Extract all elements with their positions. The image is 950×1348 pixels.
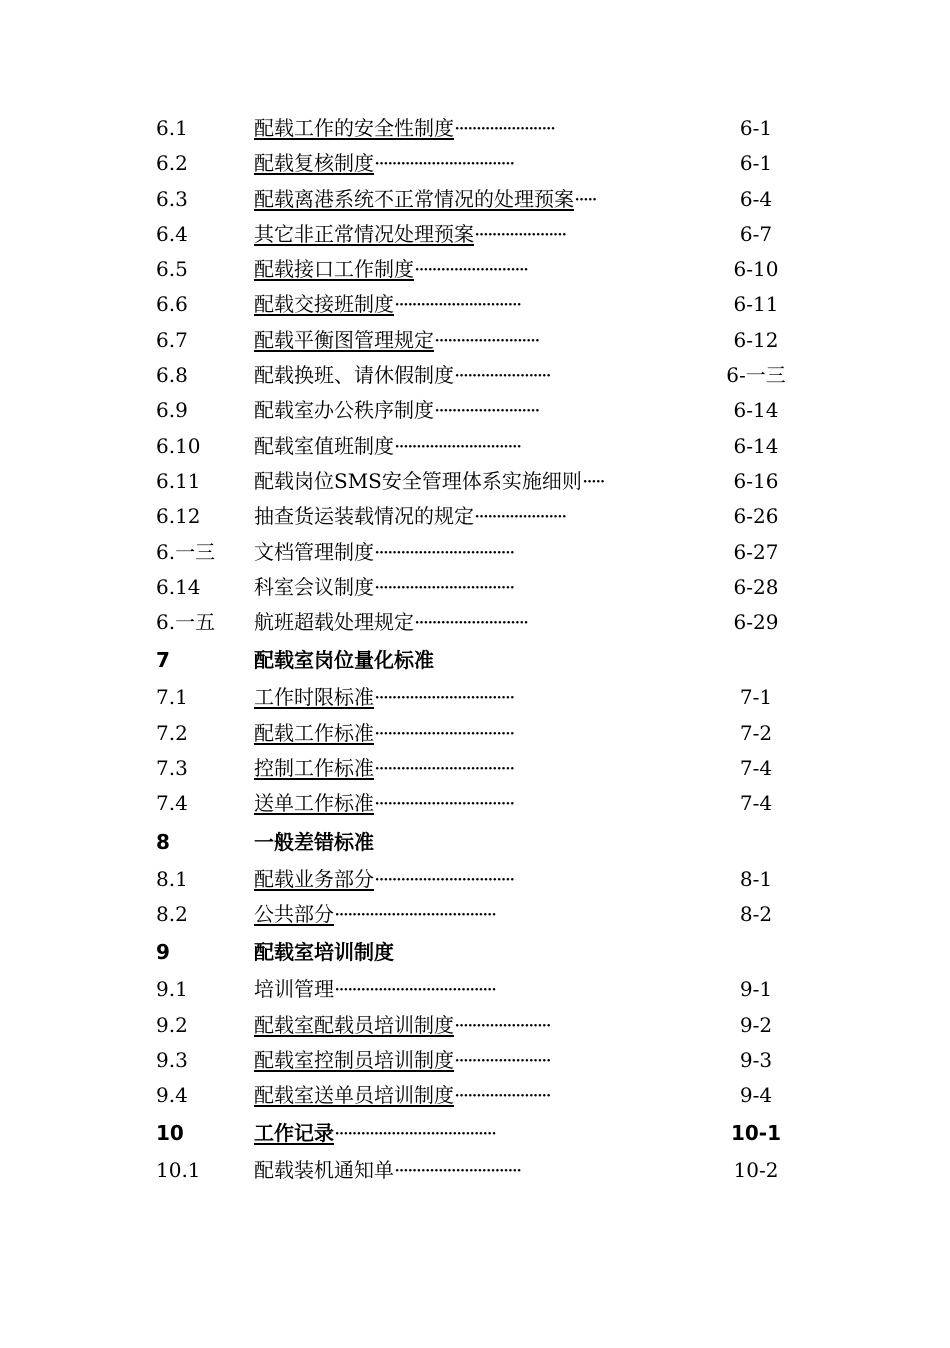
toc-leader-dots: ····································· xyxy=(334,977,496,1002)
table-of-contents xyxy=(156,111,816,1189)
toc-entry-title-text[interactable]: 送单工作标准 xyxy=(254,791,374,816)
toc-entry[interactable] xyxy=(156,897,816,932)
toc-leader-dots: ································ xyxy=(374,151,514,176)
toc-entry-title-text[interactable]: 配载工作标准 xyxy=(254,720,374,745)
toc-leader-dots: ································ xyxy=(374,866,514,891)
toc-entry-number: 6.1 xyxy=(156,116,188,140)
toc-leader-dots: ························ xyxy=(434,327,539,352)
toc-section-heading[interactable] xyxy=(156,932,816,972)
toc-page-number: 6-一三 xyxy=(726,363,786,388)
toc-page-number: 7-2 xyxy=(739,720,773,745)
toc-entry-title-text[interactable]: 配载平衡图管理规定 xyxy=(254,327,434,352)
toc-entry-title xyxy=(254,897,334,932)
toc-leader-dots: ·························· xyxy=(414,257,528,282)
toc-entry-title-text: 配载室办公秩序制度 xyxy=(254,398,434,423)
toc-entry-title-text: 培训管理 xyxy=(254,977,334,1002)
toc-entry-number: 6.一三 xyxy=(156,539,216,564)
toc-entry-title-text[interactable]: 配载复核制度 xyxy=(254,151,374,176)
toc-entry-title-text[interactable]: 配载工作的安全性制度 xyxy=(254,116,454,140)
toc-entry-title-text: 科室会议制度 xyxy=(254,574,374,599)
toc-leader-dots: ····································· xyxy=(334,901,496,926)
toc-entry[interactable] xyxy=(156,499,816,534)
toc-leader-dots: ······················ xyxy=(454,363,550,388)
toc-entry-title xyxy=(254,716,374,751)
toc-page-number: 8-2 xyxy=(739,901,773,926)
toc-entry[interactable] xyxy=(156,680,816,715)
toc-entry-number: 6.3 xyxy=(156,186,188,211)
toc-entry-number: 9.1 xyxy=(156,977,188,1002)
toc-entry-number: 10.1 xyxy=(156,1158,201,1183)
toc-entry-title xyxy=(254,1043,454,1078)
toc-entry[interactable] xyxy=(156,217,816,252)
toc-page-number: 6-28 xyxy=(733,574,779,599)
toc-page-number: 7-4 xyxy=(739,791,773,816)
toc-entry-number: 7.1 xyxy=(156,685,188,710)
toc-entry-title-text: 配载室岗位量化标准 xyxy=(254,648,434,673)
toc-leader-dots: ······················ xyxy=(454,1012,550,1037)
toc-entry-title xyxy=(254,751,374,786)
toc-entry[interactable] xyxy=(156,605,816,640)
toc-entry-number: 9.3 xyxy=(156,1047,188,1072)
toc-entry-title xyxy=(254,640,434,680)
toc-page-number: 10-2 xyxy=(733,1158,779,1183)
toc-entry-title xyxy=(254,499,474,534)
toc-entry-title xyxy=(254,182,574,217)
toc-entry-title xyxy=(254,1113,334,1153)
toc-entry-title-text: 文档管理制度 xyxy=(254,539,374,564)
toc-page-number: 6-1 xyxy=(739,151,773,176)
toc-entry-title xyxy=(254,393,434,428)
toc-entry-title xyxy=(254,358,454,393)
toc-entry-title-text: 配载装机通知单 xyxy=(254,1158,394,1183)
toc-entry-title xyxy=(254,822,374,862)
toc-entry-title-text[interactable]: 其它非正常情况处理预案 xyxy=(254,221,474,246)
toc-entry[interactable] xyxy=(156,182,816,217)
toc-entry-title xyxy=(254,786,374,821)
toc-entry-title-text: 配载换班、请休假制度 xyxy=(254,363,454,388)
toc-leader-dots: ······················· xyxy=(454,116,555,140)
toc-entry[interactable] xyxy=(156,1078,816,1113)
toc-page-number: 9-3 xyxy=(739,1047,773,1072)
toc-section-heading[interactable] xyxy=(156,822,816,862)
toc-leader-dots: ····························· xyxy=(394,1158,521,1183)
toc-entry-title xyxy=(254,932,394,972)
toc-entry-number: 6.14 xyxy=(156,574,201,599)
toc-page-number: 6-4 xyxy=(739,186,773,211)
toc-entry-title-text: 航班超载处理规定 xyxy=(254,610,414,635)
toc-entry[interactable] xyxy=(156,146,816,181)
toc-page-number: 6-7 xyxy=(739,221,773,246)
toc-entry-title xyxy=(254,1078,454,1113)
toc-entry-number: 6.9 xyxy=(156,398,188,423)
toc-leader-dots: ······················ xyxy=(454,1083,550,1108)
toc-entry-number: 6.6 xyxy=(156,292,188,317)
toc-leader-dots: ····················· xyxy=(474,504,566,529)
toc-entry-number: 6.5 xyxy=(156,257,188,282)
toc-entry-number: 9.2 xyxy=(156,1012,188,1037)
toc-leader-dots: ································ xyxy=(374,574,514,599)
toc-entry-title xyxy=(254,429,394,464)
toc-leader-dots: ····· xyxy=(574,186,596,211)
toc-leader-dots: ····· xyxy=(582,468,604,493)
toc-entry[interactable] xyxy=(156,751,816,786)
toc-page-number: 7-4 xyxy=(739,756,773,781)
toc-entry[interactable] xyxy=(156,464,816,499)
toc-leader-dots: ····················· xyxy=(474,221,566,246)
toc-page-number: 6-14 xyxy=(733,398,779,423)
toc-entry-title-text[interactable]: 配载室控制员培训制度 xyxy=(254,1047,454,1072)
toc-entry-title xyxy=(254,252,414,287)
toc-page-number: 8-1 xyxy=(739,866,773,891)
toc-page-number: 6-11 xyxy=(733,292,779,317)
toc-leader-dots: ·························· xyxy=(414,610,528,635)
toc-entry[interactable] xyxy=(156,570,816,605)
toc-entry-number: 8.1 xyxy=(156,866,188,891)
toc-entry[interactable] xyxy=(156,716,816,751)
toc-page-number: 9-1 xyxy=(739,977,773,1002)
toc-leader-dots: ····································· xyxy=(334,1121,496,1146)
toc-entry[interactable] xyxy=(156,111,816,146)
toc-entry-number: 8.2 xyxy=(156,901,188,926)
toc-leader-dots: ························ xyxy=(434,398,539,423)
toc-entry-number: 6.2 xyxy=(156,151,188,176)
toc-entry-title xyxy=(254,323,434,358)
toc-entry-number: 7.3 xyxy=(156,756,188,781)
toc-entry-title-text[interactable]: 配载离港系统不正常情况的处理预案 xyxy=(254,186,574,211)
toc-entry-title-text[interactable]: 配载室配载员培训制度 xyxy=(254,1012,454,1037)
toc-entry-title-text[interactable]: 工作记录 xyxy=(254,1121,334,1146)
toc-entry-number: 9 xyxy=(156,940,170,965)
toc-entry[interactable] xyxy=(156,535,816,570)
toc-entry-title xyxy=(254,862,374,897)
toc-entry-number: 6.4 xyxy=(156,221,188,246)
toc-entry-title xyxy=(254,535,374,570)
toc-entry[interactable] xyxy=(156,972,816,1007)
toc-entry-title-text[interactable]: 公共部分 xyxy=(254,901,334,926)
toc-entry-title-text: 配载岗位SMS安全管理体系实施细则 xyxy=(254,468,582,493)
toc-entry[interactable] xyxy=(156,393,816,428)
toc-entry-number: 7.4 xyxy=(156,791,188,816)
toc-entry[interactable] xyxy=(156,862,816,897)
toc-entry[interactable] xyxy=(156,786,816,821)
toc-leader-dots: ································ xyxy=(374,720,514,745)
toc-entry-title-text[interactable]: 配载室送单员培训制度 xyxy=(254,1083,454,1108)
toc-leader-dots: ································ xyxy=(374,685,514,710)
toc-page-number: 6-29 xyxy=(733,610,779,635)
toc-page-number: 6-14 xyxy=(733,433,779,458)
toc-entry-title-text[interactable]: 工作时限标准 xyxy=(254,685,374,710)
toc-entry-title-text: 一般差错标准 xyxy=(254,829,374,854)
toc-entry-number: 8 xyxy=(156,829,170,854)
toc-entry-number: 6.11 xyxy=(156,468,201,493)
toc-entry-title-text: 抽查货运装载情况的规定 xyxy=(254,504,474,529)
toc-entry[interactable] xyxy=(156,1043,816,1078)
toc-page-number: 9-2 xyxy=(739,1012,773,1037)
toc-entry[interactable] xyxy=(156,287,816,322)
toc-entry-title-text[interactable]: 配载接口工作制度 xyxy=(254,257,414,282)
toc-entry-number: 6.一五 xyxy=(156,610,216,635)
toc-page-number: 6-26 xyxy=(733,504,779,529)
toc-entry-number: 6.12 xyxy=(156,504,201,529)
toc-entry-title xyxy=(254,146,374,181)
toc-entry-number: 6.8 xyxy=(156,363,188,388)
toc-entry-title-text[interactable]: 配载交接班制度 xyxy=(254,292,394,317)
toc-entry-number: 7.2 xyxy=(156,720,188,745)
toc-leader-dots: ····························· xyxy=(394,433,521,458)
toc-section-heading[interactable] xyxy=(156,640,816,680)
toc-entry-number: 7 xyxy=(156,648,170,673)
toc-entry-number: 9.4 xyxy=(156,1083,188,1108)
toc-page-number: 6-16 xyxy=(733,468,779,493)
toc-page-number: 6-12 xyxy=(733,327,779,352)
toc-entry-title xyxy=(254,1153,394,1188)
toc-entry[interactable] xyxy=(156,1008,816,1043)
toc-entry-title xyxy=(254,111,454,146)
toc-entry[interactable] xyxy=(156,323,816,358)
toc-entry[interactable] xyxy=(156,252,816,287)
toc-entry-title xyxy=(254,605,414,640)
toc-entry-title xyxy=(254,972,334,1007)
toc-entry-title-text[interactable]: 控制工作标准 xyxy=(254,756,374,781)
toc-entry[interactable] xyxy=(156,358,816,393)
toc-entry-number: 6.7 xyxy=(156,327,188,352)
toc-entry-title xyxy=(254,680,374,715)
toc-leader-dots: ································ xyxy=(374,539,514,564)
toc-page-number: 9-4 xyxy=(739,1083,773,1108)
toc-entry-title-text: 配载室值班制度 xyxy=(254,433,394,458)
toc-entry-title xyxy=(254,464,582,499)
toc-entry-title-text: 配载室培训制度 xyxy=(254,940,394,965)
toc-section-heading[interactable] xyxy=(156,1113,816,1153)
toc-page-number: 6-1 xyxy=(739,116,773,140)
toc-entry-title xyxy=(254,217,474,252)
toc-page-number: 6-27 xyxy=(733,539,779,564)
toc-entry[interactable] xyxy=(156,429,816,464)
toc-entry[interactable] xyxy=(156,1153,816,1188)
toc-page-number: 6-10 xyxy=(733,257,779,282)
toc-page-number: 7-1 xyxy=(739,685,773,710)
toc-entry-title xyxy=(254,1008,454,1043)
toc-leader-dots: ································ xyxy=(374,756,514,781)
toc-entry-number: 6.10 xyxy=(156,433,201,458)
toc-page-number: 10-1 xyxy=(730,1121,782,1146)
toc-entry-title-text[interactable]: 配载业务部分 xyxy=(254,866,374,891)
toc-entry-title xyxy=(254,287,394,322)
toc-leader-dots: ······················ xyxy=(454,1047,550,1072)
toc-entry-number: 10 xyxy=(156,1121,184,1146)
toc-leader-dots: ····························· xyxy=(394,292,521,317)
toc-entry-title xyxy=(254,570,374,605)
toc-leader-dots: ································ xyxy=(374,791,514,816)
